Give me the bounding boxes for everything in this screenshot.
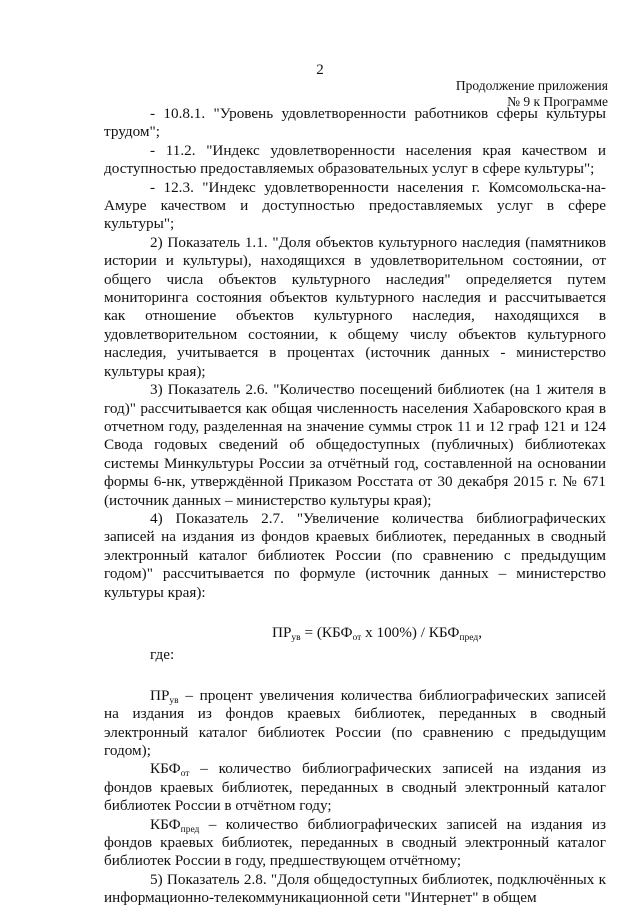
formula-sub-ot: от <box>352 632 362 643</box>
symbol-kbf-2: КБФ <box>150 815 181 833</box>
formula-eq: = (КБФ <box>300 623 353 641</box>
document-body <box>104 105 606 908</box>
symbol-sub-ot: от <box>180 769 190 780</box>
formula-mid: x 100%) / КБФ <box>361 623 460 641</box>
formula-pr: ПР <box>272 623 292 641</box>
paragraph-12-3: - 12.3. "Индекс удовлетворенности населения г. Комсомольска-на-Амуре качеством и доступностью предоставляемых услуг в сфере культуры"; <box>104 178 606 233</box>
paragraph-indicator-2-8: 5) Показатель 2.8. "Доля общедоступных библиотек, подключённых к информационно-телекоммуникационной сети "Интернет" в общем <box>104 870 606 907</box>
formula-sub-pred: пред <box>459 632 479 643</box>
definition-kbf-ot <box>104 760 606 815</box>
paragraph-indicator-2-6: 3) Показатель 2.6. "Количество посещений библиотек (на 1 жителя в год)" рассчитывается как общая численность населения Хабаровского края в отчетном году, разделенная на значение суммы строк 11 и 12 граф 121 и 124 Свода годовых сведений об общедоступных (публичных) библиотеках системы Минкультуры России за отчётный год, составленной на основании формы 6-нк, утверждённой Приказом Росстата от 30 декабря 2015 г. № 671 (источник данных – министерство культуры края); <box>104 381 606 509</box>
appendix-header-line2: № 9 к Программе <box>507 94 608 109</box>
paragraph-10-8-1: - 10.8.1. "Уровень удовлетворенности работников сферы культуры трудом"; <box>104 105 606 141</box>
definition-pr-uv <box>104 687 606 761</box>
symbol-sub-uv: ув <box>169 695 179 706</box>
appendix-header-line1: Продолжение приложения <box>455 78 608 93</box>
symbol-sub-pred: пред <box>180 824 200 835</box>
definition-kbf-pred <box>104 816 606 871</box>
where-label: где: <box>150 646 175 664</box>
paragraph-11-2: - 11.2. "Индекс удовлетворенности населения края качеством и доступностью предоставляемых образовательных услуг в сфере культуры"; <box>104 141 606 178</box>
formula-end: , <box>478 623 482 641</box>
formula <box>104 624 606 642</box>
definition-kbf-pred-text: – количество библиографических записей на издания из фондов краевых библиотек, переданных в сводный электронный каталог библиотек России в году, предшествующем отчётному; <box>104 815 606 870</box>
page-number: 2 <box>316 62 324 78</box>
symbol-kbf: КБФ <box>150 760 181 778</box>
definition-pr-text: – процент увеличения количества библиографических записей на издания из фондов краевых библиотек, переданных в сводный электронный каталог библиотек России (по сравнению с предыдущим годом); <box>104 686 606 759</box>
paragraph-indicator-1-1: 2) Показатель 1.1. "Доля объектов культурного наследия (памятников истории и культуры), находящихся в удовлетворительном состоянии, от общего числа объектов культурного наследия" определяется путем мониторинга состояния объектов культурного наследия и рассчитывается как отношение объектов культурного наследия, находящихся в удовлетворительном состоянии, к общему числу объектов культурного наследия, учитывается в процентах (источник данных - министерство культуры края); <box>104 233 606 380</box>
definition-kbf-ot-text: – количество библиографических записей на издания из фондов краевых библиотек, переданных в сводный электронный каталог библиотек России в отчётном году; <box>104 760 606 815</box>
symbol-pr: ПР <box>150 686 170 704</box>
paragraph-indicator-2-7: 4) Показатель 2.7. "Увеличение количества библиографических записей на издания из фондов краевых библиотек, переданных в сводный электронный каталог библиотек России (по сравнению с предыдущим годом)" рассчитывается по формуле (источник данных – министерство культуры края): <box>104 509 606 601</box>
formula-sub-uv: ув <box>291 632 301 643</box>
